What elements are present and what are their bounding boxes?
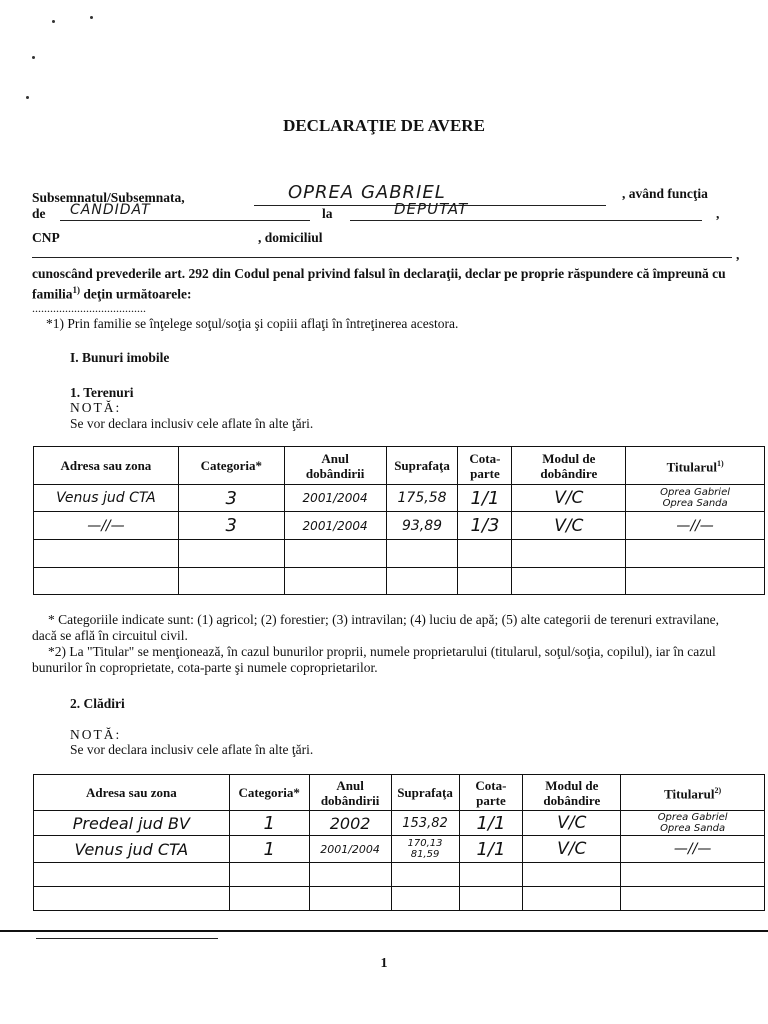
cell-suprafata (391, 863, 459, 887)
comma: , (716, 206, 720, 221)
table-header-row (34, 775, 765, 811)
cell-titular: Oprea Gabriel Oprea Sanda (626, 485, 765, 512)
cell-categoria (229, 887, 309, 911)
cell-adresa (34, 887, 230, 911)
table-header-row (34, 447, 765, 485)
page-number: 1 (380, 956, 388, 971)
header-suprafata: Suprafaţa (391, 775, 459, 811)
cell-categoria (178, 540, 284, 568)
cell-titular: Oprea Gabriel Oprea Sanda (621, 811, 765, 836)
la-label: la (322, 206, 333, 221)
cell-adresa (34, 863, 230, 887)
terenuri-table (33, 446, 765, 595)
nota-text: Se vor declara inclusiv cele aflate în alte ţări. (70, 416, 314, 431)
table-row (34, 836, 765, 863)
cell-titular: —//— (626, 512, 765, 540)
de-label: de (32, 206, 46, 221)
address-line (32, 257, 732, 258)
function-underline (60, 220, 310, 221)
cell-suprafata: 175,58 (386, 485, 458, 512)
dots-line: ...................................... (32, 301, 146, 315)
cell-modul: V/C (512, 512, 626, 540)
header-suprafata: Suprafaţa (386, 447, 458, 485)
cell-categoria (229, 863, 309, 887)
cell-anul (284, 568, 386, 595)
cell-modul (512, 540, 626, 568)
cell-categoria: 3 (178, 512, 284, 540)
scan-speck (26, 96, 29, 99)
cell-modul (512, 568, 626, 595)
cell-categoria: 1 (229, 811, 309, 836)
family-footnote: *1) Prin familie se înţelege soţul/soţia şi copiii aflaţi în întreţinerea acestora. (46, 316, 459, 331)
header-cota: Cota- parte (458, 447, 512, 485)
note-categorii: * Categoriile indicate sunt: (1) agricol; (2) forestier; (3) intravilan; (4) luciu de apă; (5) alte categorii de terenuri extravilane, dacă se află în circuitul civil. (32, 612, 719, 643)
cell-anul (284, 540, 386, 568)
cnp-label: CNP (32, 230, 60, 245)
cell-anul (309, 887, 391, 911)
sub-heading-cladiri: 2. Clădiri (70, 696, 125, 711)
declaration-text: cunoscând prevederile art. 292 din Codul penal privind falsul în declaraţii, declar pe proprie răspundere că împreună cu familia$^{1)}$ deţin următoarele: (32, 266, 726, 302)
nota-label: NOTĂ: (70, 400, 122, 415)
note-titular: *2) La "Titular" se menţionează, în cazul bunurilor proprii, numele proprietarului (titularul, soţul/soţia, copilul), iar în cazul bunurilor în coproprietate, cota-parte şi numele coproprietarilor. (32, 644, 716, 675)
footnote-rule (36, 938, 218, 939)
cell-cota (458, 540, 512, 568)
cell-modul (523, 887, 621, 911)
cell-modul (523, 863, 621, 887)
scan-speck (32, 56, 35, 59)
table-row (34, 887, 765, 911)
cell-cota: 1/3 (458, 512, 512, 540)
cell-categoria (178, 568, 284, 595)
cell-anul: 2001/2004 (309, 836, 391, 863)
cell-adresa: Predeal jud BV (34, 811, 230, 836)
table-row (34, 512, 765, 540)
avand-functia-label: , având funcţia (622, 186, 708, 201)
header-anul: Anul dobândirii (284, 447, 386, 485)
cladiri-table (33, 774, 765, 911)
header-categoria: Categoria* (229, 775, 309, 811)
cell-adresa (34, 568, 179, 595)
header-adresa: Adresa sau zona (34, 775, 230, 811)
table-row (34, 540, 765, 568)
function-handwritten: CANDIDAT (70, 202, 151, 218)
header-anul: Anul dobândirii (309, 775, 391, 811)
cell-cota (459, 863, 523, 887)
cell-suprafata (386, 540, 458, 568)
cell-anul: 2001/2004 (284, 512, 386, 540)
sub-heading-terenuri: 1. Terenuri (70, 385, 134, 400)
cell-suprafata: 153,82 (391, 811, 459, 836)
cell-modul: V/C (523, 836, 621, 863)
header-modul: Modul de dobândire (523, 775, 621, 811)
cell-cota: 1/1 (459, 811, 523, 836)
name-handwritten: OPREA GABRIEL (288, 182, 446, 203)
scan-speck (90, 16, 93, 19)
document-title: DECLARAŢIE DE AVERE (283, 116, 485, 135)
domiciliul-label: , domiciliul (258, 230, 323, 245)
cell-titular (621, 863, 765, 887)
cell-titular (626, 568, 765, 595)
cell-suprafata (386, 568, 458, 595)
cell-cota (458, 568, 512, 595)
cell-adresa (34, 540, 179, 568)
cell-anul: 2001/2004 (284, 485, 386, 512)
cell-modul: V/C (512, 485, 626, 512)
cell-modul: V/C (523, 811, 621, 836)
cell-adresa: Venus jud CTA (34, 836, 230, 863)
institution-underline (350, 220, 702, 221)
nota-text-2: Se vor declara inclusiv cele aflate în alte ţări. (70, 742, 314, 757)
cell-cota: 1/1 (458, 485, 512, 512)
scan-speck (52, 20, 55, 23)
table-row (34, 811, 765, 836)
cell-categoria: 3 (178, 485, 284, 512)
table-row (34, 485, 765, 512)
cell-suprafata: 93,89 (386, 512, 458, 540)
trailing-comma: , (736, 247, 740, 262)
section-heading-bunuri: I. Bunuri imobile (70, 350, 170, 365)
subsemnatul-label: Subsemnatul/Subsemnata, (32, 190, 185, 205)
cell-anul (309, 863, 391, 887)
institution-handwritten: DEPUTAT (394, 200, 469, 218)
cell-titular: —//— (621, 836, 765, 863)
cell-titular (626, 540, 765, 568)
header-categoria: Categoria* (178, 447, 284, 485)
header-adresa: Adresa sau zona (34, 447, 179, 485)
cell-adresa: Venus jud CTA (34, 485, 179, 512)
cell-titular (621, 887, 765, 911)
nota-label-2: NOTĂ: (70, 727, 122, 742)
cell-categoria: 1 (229, 836, 309, 863)
cell-suprafata (391, 887, 459, 911)
table-row (34, 863, 765, 887)
cell-cota: 1/1 (459, 836, 523, 863)
header-cota: Cota- parte (459, 775, 523, 811)
page-bottom-rule (0, 930, 768, 932)
cell-adresa: —//— (34, 512, 179, 540)
header-titularul: Titularul$^{2)}$ (621, 775, 765, 811)
header-titularul: Titularul$^{1)}$ (626, 447, 765, 485)
cell-cota (459, 887, 523, 911)
cell-suprafata: 170,13 81,59 (391, 836, 459, 863)
header-modul: Modul de dobândire (512, 447, 626, 485)
cell-anul: 2002 (309, 811, 391, 836)
table-row (34, 568, 765, 595)
